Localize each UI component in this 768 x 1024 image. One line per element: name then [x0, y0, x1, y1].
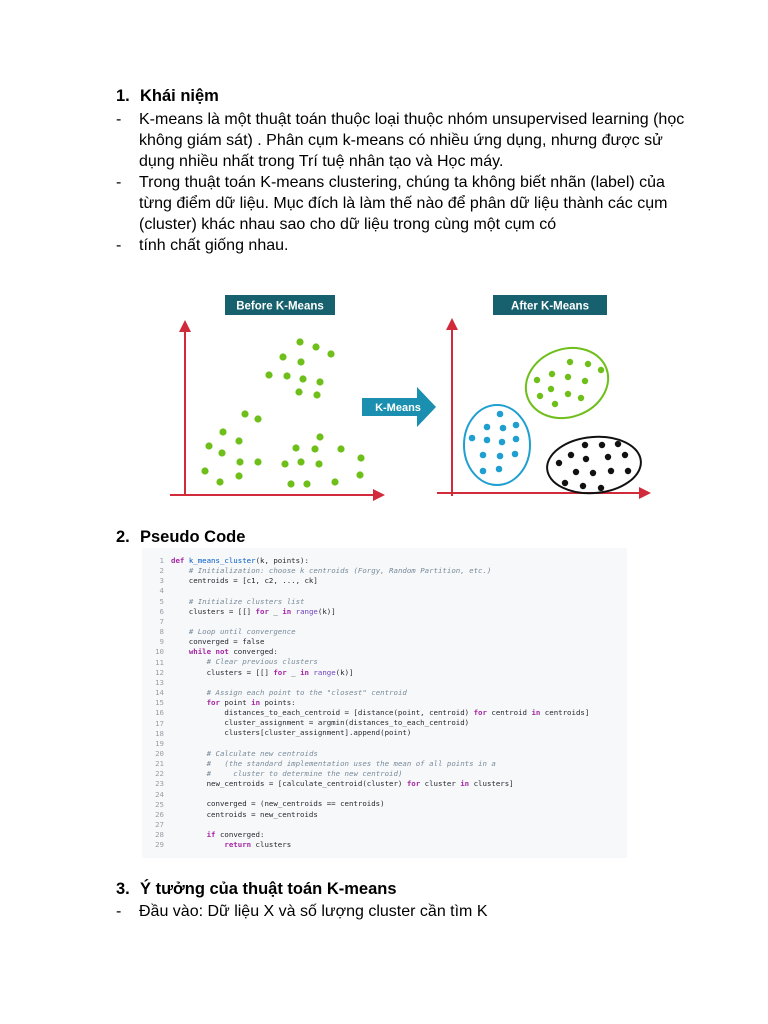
line-number: 21 — [155, 759, 164, 769]
section-number: 2. — [116, 528, 130, 546]
code-line: # cluster to determine the new centroid) — [206, 768, 403, 778]
black-cluster-points — [556, 441, 631, 491]
line-number: 18 — [155, 728, 164, 738]
bullet-text: Đầu vào: Dữ liệu X và số lượng cluster cần tìm K — [139, 903, 488, 920]
line-number: 16 — [155, 708, 164, 718]
code-line — [171, 739, 589, 749]
line-number: 22 — [155, 769, 164, 779]
code-lines — [171, 556, 589, 850]
line-number: 6 — [159, 606, 164, 616]
code-line: distances_to_each_centroid = [distance(point, centroid) for centroid in centroids] — [171, 708, 590, 718]
code-line: if converged: — [206, 829, 265, 839]
bullet-dash: - — [116, 111, 122, 128]
code-line: # Calculate new centroids — [206, 748, 318, 758]
line-number: 10 — [155, 647, 164, 657]
code-line: clusters = [[] for _ in range(k)] — [171, 606, 336, 616]
left-axes — [170, 328, 377, 496]
line-number: 29 — [155, 840, 164, 850]
section-title: Ý tưởng của thuật toán K-means — [140, 880, 397, 898]
line-number: 25 — [155, 799, 164, 809]
code-line: for point in points: — [206, 697, 296, 707]
bullet-item — [116, 172, 686, 235]
section-title: Pseudo Code — [140, 528, 246, 546]
line-number: 5 — [159, 596, 164, 606]
line-number: 9 — [159, 637, 164, 647]
bullet-dash: - — [116, 174, 122, 191]
section-1-heading — [116, 87, 219, 106]
right-x-arrowhead — [639, 487, 651, 499]
code-line — [171, 678, 589, 688]
before-points — [201, 338, 364, 487]
line-number: 26 — [155, 809, 164, 819]
left-x-arrowhead — [373, 489, 385, 501]
line-number: 20 — [155, 748, 164, 758]
before-label: Before K-Means — [236, 300, 324, 313]
code-line: # Loop until convergence — [188, 626, 296, 636]
code-line — [171, 820, 589, 830]
line-number: 14 — [155, 688, 164, 698]
kmeans-arrow-label: K-Means — [375, 402, 421, 414]
line-number: 27 — [155, 820, 164, 830]
section-number: 1. — [116, 87, 130, 105]
section-number: 3. — [116, 880, 130, 898]
code-line: # Assign each point to the "closest" centroid — [206, 687, 407, 697]
code-line: # Initialization: choose k centroids (Forgy, Random Partition, etc.) — [188, 566, 492, 576]
line-number: 7 — [159, 616, 164, 626]
code-line: while not converged: — [188, 647, 278, 657]
bullet-item — [116, 109, 686, 172]
line-number: 2 — [159, 566, 164, 576]
code-line — [171, 586, 589, 596]
after-label: After K-Means — [511, 300, 589, 313]
code-line: # (the standard implementation uses the mean of all points in a — [206, 758, 496, 768]
green-cluster-outline — [516, 337, 618, 430]
blue-cluster-outline — [464, 405, 530, 485]
code-line: converged = false — [171, 637, 265, 647]
line-number: 11 — [155, 657, 164, 667]
line-number: 12 — [155, 667, 164, 677]
code-line: centroids = [c1, c2, ..., ck] — [171, 576, 318, 586]
code-line: # Clear previous clusters — [206, 657, 318, 667]
left-y-arrowhead — [179, 320, 191, 332]
line-numbers — [142, 556, 164, 851]
line-number: 4 — [159, 586, 164, 596]
line-number: 17 — [155, 718, 164, 728]
pseudo-code-block — [142, 548, 627, 858]
blue-cluster-points — [469, 411, 520, 475]
right-y-arrowhead — [446, 318, 458, 330]
code-line: cluster_assignment = argmin(distances_to_each_centroid) — [171, 718, 470, 728]
code-line — [171, 617, 589, 627]
section-2-heading — [116, 528, 245, 547]
line-number: 1 — [159, 556, 164, 565]
code-line: clusters[cluster_assignment].append(point) — [171, 728, 412, 738]
bullet-text: K-means là một thuật toán thuộc loại thuộc nhóm unsupervised learning (học không giám sát) . Phân cụm k-means có nhiều ứng dụng, nhưng được sử dụng nhiều nhất trong Trí tuệ nhân tạo và Học máy. — [139, 111, 685, 170]
code-line: new_centroids = [calculate_centroid(cluster) for cluster in clusters] — [171, 779, 514, 789]
line-number: 23 — [155, 779, 164, 789]
kmeans-illustration — [165, 288, 655, 510]
line-number: 28 — [155, 830, 164, 840]
bullet-dash: - — [116, 237, 122, 254]
line-number: 13 — [155, 677, 164, 687]
line-number: 19 — [155, 738, 164, 748]
line-number: 8 — [159, 627, 164, 637]
green-cluster-points — [534, 359, 604, 407]
section-3-heading — [116, 880, 397, 899]
code-line — [171, 789, 589, 799]
bullet-item — [116, 901, 686, 922]
bullet-text: tính chất giống nhau. — [139, 237, 289, 254]
line-number: 15 — [155, 698, 164, 708]
code-line: centroids = new_centroids — [171, 809, 318, 819]
code-line: # Initialize clusters list — [188, 596, 305, 606]
line-number: 3 — [159, 576, 164, 586]
line-number: 24 — [155, 789, 164, 799]
code-line: converged = (new_centroids == centroids) — [171, 799, 385, 809]
bullet-dash: - — [116, 903, 122, 920]
code-line: clusters = [[] for _ in range(k)] — [171, 667, 354, 677]
section-title: Khái niệm — [140, 87, 219, 105]
bullet-item — [116, 235, 686, 256]
bullet-text: Trong thuật toán K-means clustering, chúng ta không biết nhãn (label) của từng điểm dữ liệu. Mục đích là làm thế nào để phân dữ liệu thành các cụm (cluster) khác nhau sao cho dữ liệu trong cùng một cụm có — [139, 174, 668, 233]
code-line: def k_means_cluster(k, points): — [171, 556, 309, 565]
code-line: return clusters — [224, 839, 292, 849]
